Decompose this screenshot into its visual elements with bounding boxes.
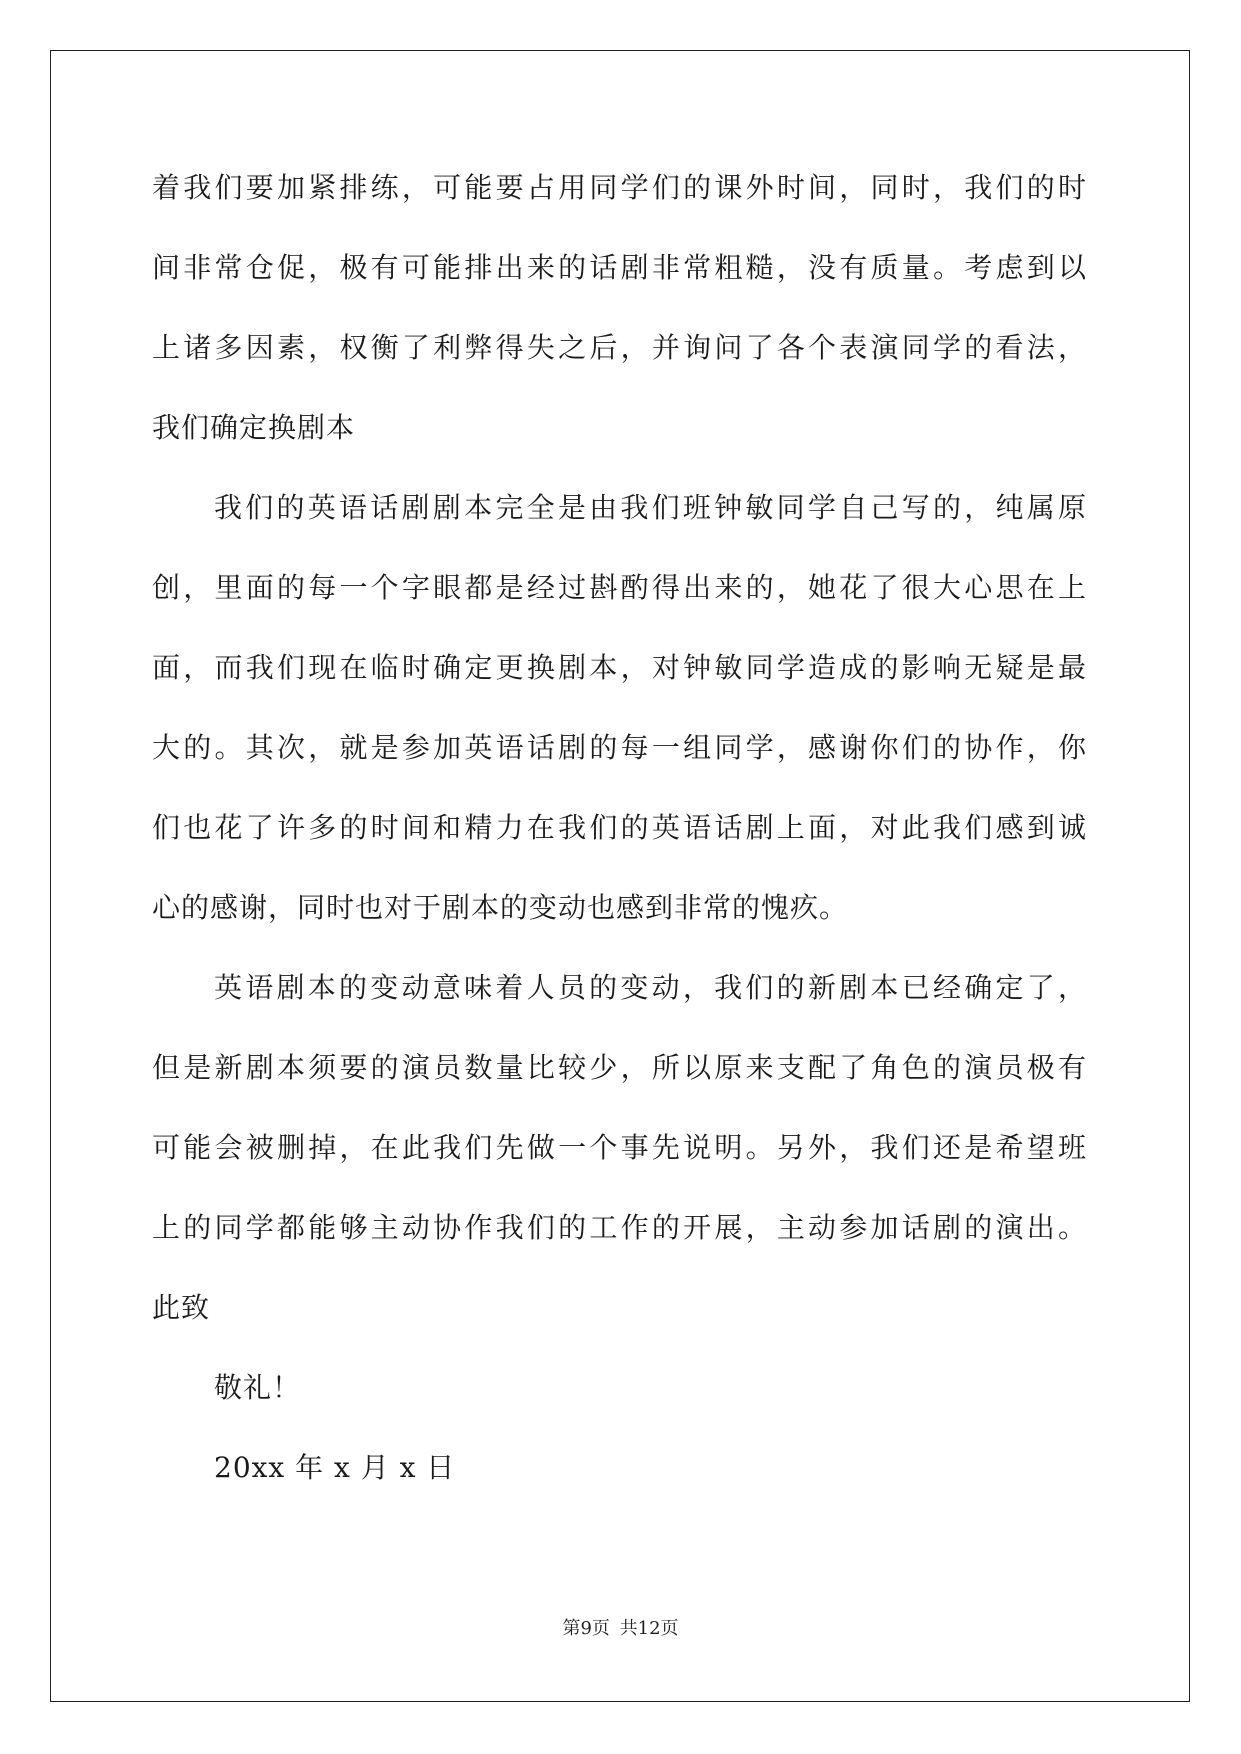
- body-line-7: 面，而我们现在临时确定更换剧本，对钟敏同学造成的影响无疑是最: [152, 651, 1087, 684]
- page-number: 第9页: [562, 1618, 610, 1639]
- body-line-10: 心的感谢，同时也对于剧本的变动也感到非常的愧疚。: [152, 891, 849, 924]
- body-line-13: 可能会被删掉，在此我们先做一个事先说明。另外，我们还是希望班: [152, 1131, 1087, 1164]
- body-line-5: 我们的英语话剧剧本完全是由我们班钟敏同学自己写的，纯属原: [214, 491, 1087, 524]
- page-total: 共12页: [619, 1618, 679, 1639]
- body-line-6: 创，里面的每一个字眼都是经过斟酌得出来的，她花了很大心思在上: [152, 571, 1087, 604]
- body-line-12: 但是新剧本须要的演员数量比较少，所以原来支配了角色的演员极有: [152, 1051, 1087, 1084]
- body-line-9: 们也花了许多的时间和精力在我们的英语话剧上面，对此我们感到诚: [152, 811, 1087, 844]
- body-line-3: 上诸多因素，权衡了利弊得失之后，并询问了各个表演同学的看法，: [152, 331, 1087, 364]
- body-line-14: 上的同学都能够主动协作我们的工作的开展，主动参加话剧的演出。: [152, 1211, 1087, 1244]
- body-line-11: 英语剧本的变动意味着人员的变动，我们的新剧本已经确定了，: [214, 971, 1087, 1004]
- body-line-4: 我们确定换剧本: [152, 411, 356, 444]
- closing-phrase: 此致: [152, 1291, 211, 1324]
- page-footer: [0, 1614, 1241, 1640]
- body-line-2: 间非常仓促，极有可能排出来的话剧非常粗糙，没有质量。考虑到以: [152, 251, 1087, 284]
- body-line-1: 着我们要加紧排练，可能要占用同学们的课外时间，同时，我们的时: [152, 171, 1087, 204]
- body-line-8: 大的。其次，就是参加英语话剧的每一组同学，感谢你们的协作，你: [152, 731, 1087, 764]
- salutation: 敬礼！: [214, 1371, 302, 1404]
- date-line: 20xx 年 x 月 x 日: [214, 1451, 456, 1484]
- document-body: [152, 160, 1087, 1520]
